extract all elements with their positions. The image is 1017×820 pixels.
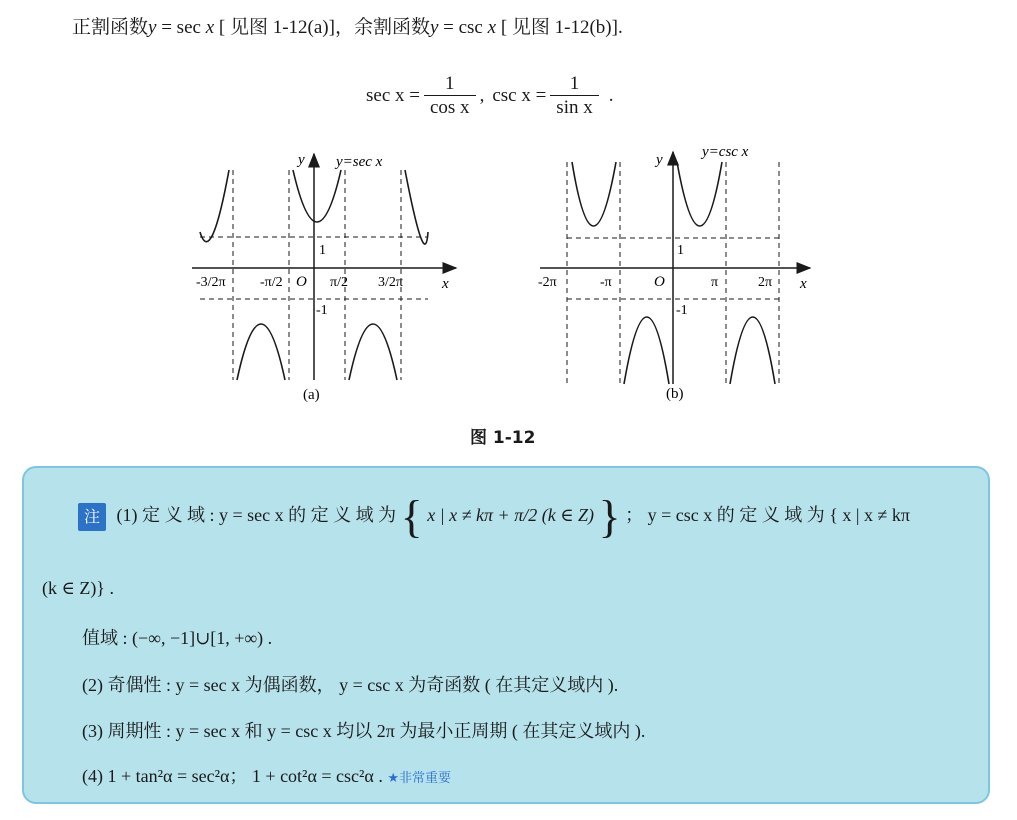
csc-branch-down-left: [624, 317, 669, 384]
origin-label-a: O: [296, 274, 307, 290]
figure-a-sec-graph: [186, 148, 476, 410]
set-brace-close: }: [598, 491, 621, 542]
tick-a-y1: 1: [319, 243, 326, 258]
intro-y2: y: [429, 17, 439, 38]
sec-lhs: sec x =: [366, 85, 420, 106]
intro-ref2: [ 见图 1-12(b)].: [496, 17, 623, 38]
caption-a: (a): [303, 387, 320, 403]
tick-b-2: -π: [600, 275, 612, 290]
definition-formula: [366, 66, 613, 126]
note-line1-b: ； y = csc x 的 定 义 域 为 { x | x ≠ kπ: [625, 505, 910, 526]
y-axis-label-b: y: [656, 152, 663, 168]
origin-label-b: O: [654, 274, 665, 290]
intro-x1: x: [205, 17, 215, 38]
tick-b-3: π: [711, 275, 719, 290]
note-line-1: [78, 491, 910, 542]
intro-x2: x: [487, 17, 497, 38]
csc-branch-down-right: [730, 317, 775, 384]
note-box: [22, 466, 990, 804]
note-line-3: 值域 : (−∞, −1]∪[1, +∞) .: [82, 628, 273, 648]
sec-branch-down-right: [349, 324, 397, 380]
formula-end: .: [608, 85, 614, 106]
tick-a-4: 3/2π: [378, 275, 403, 290]
csc-numerator: 1: [569, 72, 580, 94]
tick-a-1: -3/2π: [196, 275, 226, 290]
tick-b-1: -2π: [538, 275, 557, 290]
intro-eq2: = csc: [438, 17, 488, 38]
tick-b-4: 2π: [758, 275, 773, 290]
sec-branch-up-center: [293, 170, 341, 222]
x-axis-label-b: x: [800, 276, 807, 292]
tick-b-ym1: -1: [676, 303, 688, 318]
sec-func-label: y=sec x: [336, 154, 383, 170]
sec-branch-down-left: [237, 324, 285, 380]
csc-func-label: y=csc x: [702, 144, 749, 160]
set-brace-open: {: [400, 491, 423, 542]
sec-fraction: [424, 73, 476, 120]
intro-ref1: [ 见图 1-12(a)]，余割函数: [214, 17, 430, 38]
intro-part1: 正割函数: [72, 17, 149, 38]
x-axis-label-a: x: [442, 276, 449, 292]
note-line1-a: (1) 定 义 域 : y = sec x 的 定 义 域 为: [116, 505, 397, 526]
note-line-2: (k ∈ Z)} .: [42, 578, 114, 598]
sec-branch-up-right: [405, 170, 428, 244]
y-axis-label-a: y: [298, 152, 305, 168]
tick-a-2: -π/2: [260, 275, 283, 290]
csc-denominator: sin x: [550, 95, 598, 120]
figure-b-csc-graph: [530, 140, 830, 410]
note-badge-icon: 注: [78, 503, 106, 531]
note-line-5: (3) 周期性 : y = sec x 和 y = csc x 均以 2π 为最小正周期 ( 在其定义域内 ).: [82, 721, 646, 741]
sec-branch-up-left: [200, 170, 229, 242]
csc-branch-up-right: [677, 162, 722, 226]
tick-a-3: π/2: [330, 275, 348, 290]
important-star-icon: ★非常重要: [387, 771, 452, 786]
caption-b: (b): [666, 386, 684, 402]
intro-eq1: = sec: [156, 17, 206, 38]
tick-b-y1: 1: [677, 243, 684, 258]
sec-denominator: cos x: [424, 95, 476, 120]
csc-fraction: [550, 73, 598, 120]
intro-y1: y: [148, 17, 157, 38]
formula-separator: ,: [479, 85, 485, 106]
note-line-4: (2) 奇偶性 : y = sec x 为偶函数， y = csc x 为奇函数 ( 在其定义域内 ).: [82, 675, 619, 695]
csc-lhs: csc x =: [492, 85, 547, 106]
csc-branch-up-left: [572, 162, 616, 226]
figure-caption: 图 1-12: [470, 428, 536, 448]
intro-sentence: [72, 12, 623, 39]
note-line1-set: x | x ≠ kπ + π/2 (k ∈ Z): [427, 505, 595, 526]
tick-a-ym1: -1: [316, 303, 328, 318]
note-line6-text: (4) 1 + tan²α = sec²α； 1 + cot²α = csc²α .: [82, 766, 383, 786]
note-line-6: [82, 762, 451, 788]
sec-numerator: 1: [445, 72, 455, 94]
